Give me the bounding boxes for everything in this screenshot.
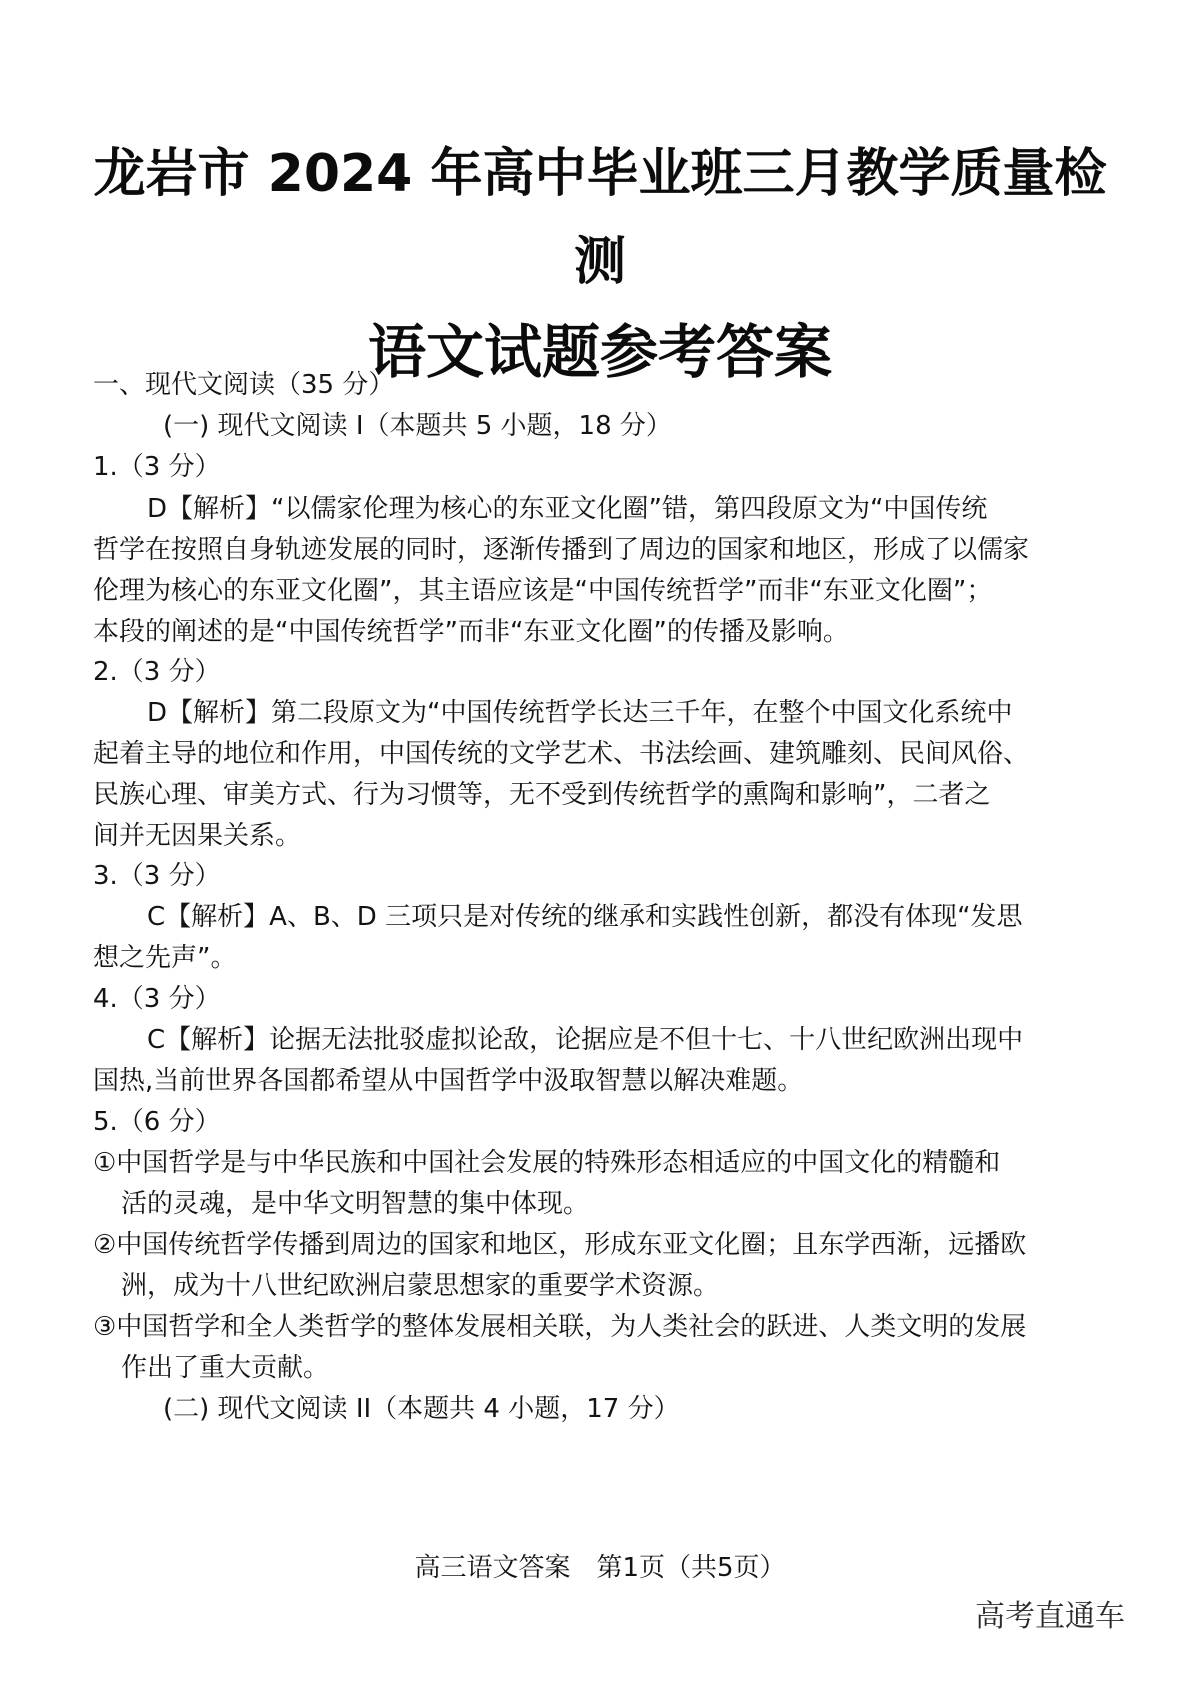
question-2-line: D【解析】第二段原文为“中国传统哲学长达三千年，在整个中国文化系统中 xyxy=(147,698,1013,728)
document-subtitle: 语文试题参考答案 xyxy=(367,318,832,386)
question-5-label: 5.（6 分） xyxy=(93,1107,221,1137)
answer-point-1: ①中国哲学是与中华民族和中国社会发展的特殊形态相适应的中国文化的精髓和 xyxy=(93,1148,1001,1178)
question-4-line: 国热,当前世界各国都希望从中国哲学中汲取智慧以解决难题。 xyxy=(93,1066,804,1096)
question-3-line: C【解析】A、B、D 三项只是对传统的继承和实践性创新，都没有体现“发思 xyxy=(147,902,1023,932)
question-1-line: D【解析】“以儒家伦理为核心的东亚文化圈”错，第四段原文为“中国传统 xyxy=(147,494,988,524)
question-3-line: 想之先声”。 xyxy=(93,943,237,973)
question-3-label: 3.（3 分） xyxy=(93,861,221,891)
question-2-line: 民族心理、审美方式、行为习惯等，无不受到传统哲学的熏陶和影响”，二者之 xyxy=(93,780,991,810)
question-2-line: 间并无因果关系。 xyxy=(93,821,302,851)
answer-point-3-cont: 作出了重大贡献。 xyxy=(121,1353,330,1383)
question-4-line: C【解析】论据无法批驳虚拟论敌，论据应是不但十七、十八世纪欧洲出现中 xyxy=(147,1025,1024,1055)
answer-point-1-cont: 活的灵魂，是中华文明智慧的集中体现。 xyxy=(121,1189,590,1219)
subsection-heading-1: (一) 现代文阅读 I（本题共 5 小题，18 分） xyxy=(163,411,672,441)
section-heading: 一、现代文阅读（35 分） xyxy=(93,370,395,400)
question-1-label: 1.（3 分） xyxy=(93,452,221,482)
page-footer: 高三语文答案 第1页（共5页） xyxy=(414,1553,786,1583)
document-title-line1: 龙岩市 2024 年高中毕业班三月教学质量检 xyxy=(93,144,1107,204)
question-2-line: 起着主导的地位和作用，中国传统的文学艺术、书法绘画、建筑雕刻、民间风俗、 xyxy=(93,739,1030,769)
answer-point-2: ②中国传统哲学传播到周边的国家和地区，形成东亚文化圈；且东学西渐，远播欧 xyxy=(93,1230,1027,1260)
watermark-text: 高考直通车 xyxy=(975,1599,1125,1634)
question-2-label: 2.（3 分） xyxy=(93,657,221,687)
document-title-line2: 测 xyxy=(573,232,626,292)
question-1-line: 哲学在按照自身轨迹发展的同时，逐渐传播到了周边的国家和地区，形成了以儒家 xyxy=(93,535,1030,565)
subsection-heading-2: (二) 现代文阅读 II（本题共 4 小题，17 分） xyxy=(163,1394,680,1424)
answer-point-2-cont: 洲，成为十八世纪欧洲启蒙思想家的重要学术资源。 xyxy=(121,1271,720,1301)
question-1-line: 本段的阐述的是“中国传统哲学”而非“东亚文化圈”的传播及影响。 xyxy=(93,617,849,647)
answer-point-3: ③中国哲学和全人类哲学的整体发展相关联，为人类社会的跃进、人类文明的发展 xyxy=(93,1312,1027,1342)
question-1-line: 伦理为核心的东亚文化圈”，其主语应该是“中国传统哲学”而非“东亚文化圈”； xyxy=(93,576,993,606)
question-4-label: 4.（3 分） xyxy=(93,984,221,1014)
